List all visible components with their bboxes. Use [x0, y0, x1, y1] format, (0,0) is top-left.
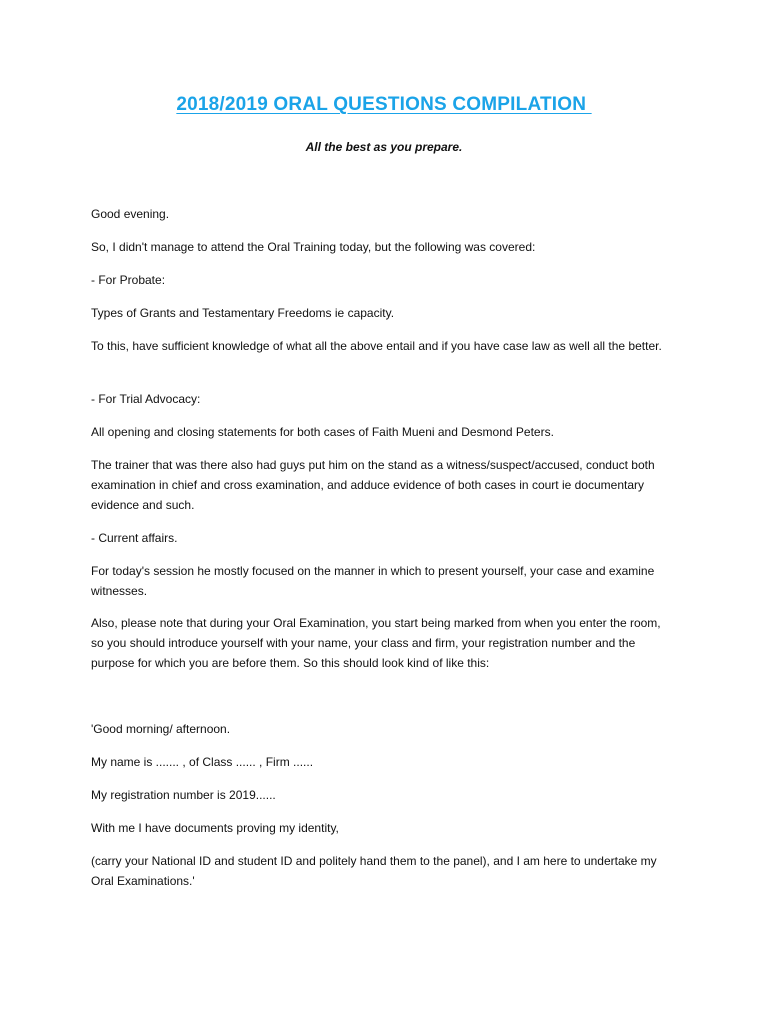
paragraph-probate-advice: To this, have sufficient knowledge of what all the above entail and if you have case law as well all the better. [91, 339, 662, 353]
paragraph-exam-note: Also, please note that during your Oral Examination, you start being marked from when you enter the room, so you should introduce yourself with your name, your class and firm, your registration number and the purpose for which you are before them. So this should look kind of like this: [91, 616, 661, 670]
paragraph-name-sample: My name is ....... , of Class ...... , Firm ...... [91, 755, 314, 769]
paragraph-identity-sample: With me I have documents proving my identity, [91, 821, 339, 835]
paragraph-registration-sample: My registration number is 2019...... [91, 788, 276, 802]
paragraph-probate-heading: - For Probate: [91, 273, 166, 287]
paragraph-closing-sample: (carry your National ID and student ID and politely hand them to the panel), and I am here to undertake my Oral Examinations.' [91, 854, 657, 888]
document-subtitle: All the best as you prepare. [305, 140, 463, 154]
paragraph-current-affairs: - Current affairs. [91, 531, 178, 545]
paragraph-intro: So, I didn't manage to attend the Oral Training today, but the following was covered: [91, 240, 536, 254]
paragraph-trial-heading: - For Trial Advocacy: [91, 392, 201, 406]
paragraph-probate-topics: Types of Grants and Testamentary Freedoms ie capacity. [91, 306, 395, 320]
paragraph-trial-statements: All opening and closing statements for both cases of Faith Mueni and Desmond Peters. [91, 425, 554, 439]
paragraph-session-focus: For today's session he mostly focused on the manner in which to present yourself, your case and examine witnesses. [91, 564, 655, 598]
paragraph-trial-trainer: The trainer that was there also had guys put him on the stand as a witness/suspect/accused, conduct both examination in chief and cross examination, and adduce evidence of both cases in court ie documentary evidence and such. [91, 458, 655, 512]
paragraph-greeting: Good evening. [91, 207, 170, 221]
paragraph-greeting-sample: 'Good morning/ afternoon. [91, 722, 231, 736]
document-title: 2018/2019 ORAL QUESTIONS COMPILATION [176, 94, 592, 115]
